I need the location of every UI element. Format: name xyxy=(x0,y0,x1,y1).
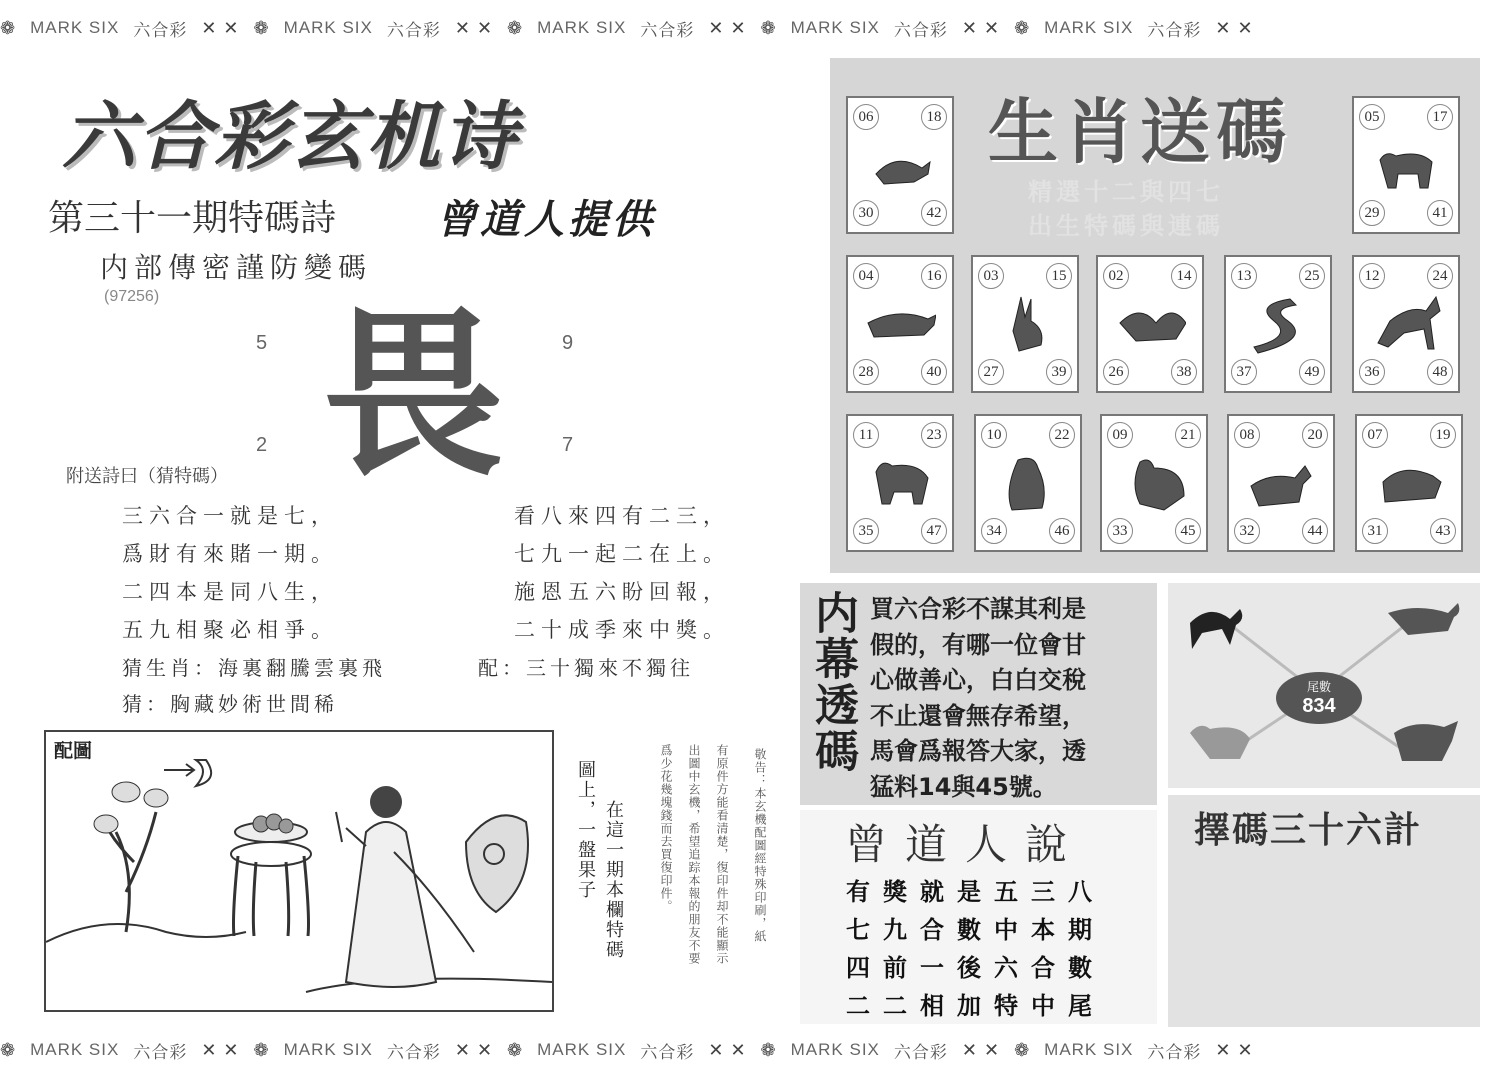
hint-number-tr: 9 xyxy=(562,332,574,354)
zodiac-number: 36 xyxy=(1359,359,1385,385)
zodiac-number: 27 xyxy=(978,359,1004,385)
zodiac-number: 05 xyxy=(1359,104,1385,130)
notice-text: 爲少花幾塊錢而去買復印件。 xyxy=(659,744,673,913)
picture-caption-a: 圖上，一盤果子 xyxy=(575,760,596,900)
zodiac-card-ox xyxy=(1352,96,1460,234)
rooster-icon xyxy=(1120,452,1190,514)
poem-line: 爲財有來賭一期。 xyxy=(122,542,338,566)
poem-line: 看八來四有二三， xyxy=(514,504,730,528)
zodiac-title: 生肖送碼 xyxy=(988,91,1292,173)
zodiac-card-dragon xyxy=(1096,255,1204,393)
hint-number-bl: 2 xyxy=(256,434,268,456)
zodiac-number: 47 xyxy=(921,518,947,544)
zodiac-card-dog xyxy=(1227,414,1335,552)
flower-icon: ❁ xyxy=(1014,1039,1031,1060)
mark-six-text: MARK SIX xyxy=(1044,18,1134,37)
liuhecai-text: 六合彩 xyxy=(893,20,948,40)
thirty-six-strategies-title: 擇碼三十六計 xyxy=(1194,810,1423,851)
zodiac-number: 20 xyxy=(1302,422,1328,448)
zodiac-card-snake xyxy=(1224,255,1332,393)
poem-line: 二十成季來中獎。 xyxy=(514,618,730,642)
guess-zodiac-line: 猜生肖：海裏翻騰雲裏飛 xyxy=(122,656,386,680)
zodiac-number: 37 xyxy=(1231,359,1257,385)
zodiac-number: 02 xyxy=(1103,263,1129,289)
liuhecai-text: 六合彩 xyxy=(640,1042,695,1062)
zodiac-number: 26 xyxy=(1103,359,1129,385)
flower-icon: ❁ xyxy=(760,1039,777,1060)
dragon-icon xyxy=(1116,293,1186,355)
tail-number-badge xyxy=(1276,672,1362,724)
liuhecai-text: 六合彩 xyxy=(640,20,695,40)
lady-with-fruit-illustration xyxy=(46,732,552,1010)
liuhecai-text: 六合彩 xyxy=(133,20,188,40)
zodiac-number: 08 xyxy=(1234,422,1260,448)
zodiac-number: 42 xyxy=(921,200,947,226)
zodiac-number: 23 xyxy=(921,422,947,448)
zodiac-number: 39 xyxy=(1046,359,1072,385)
zodiac-number: 33 xyxy=(1107,518,1133,544)
liuhecai-text: 六合彩 xyxy=(386,20,441,40)
liuhecai-text: 六合彩 xyxy=(893,1042,948,1062)
zodiac-number: 22 xyxy=(1049,422,1075,448)
zodiac-number: 07 xyxy=(1362,422,1388,448)
riddle-character: 畏 xyxy=(322,289,504,501)
cross-icon: ✕ ✕ xyxy=(454,1039,494,1060)
notice-text: 有原件方能看清楚，復印件却不能顯示 xyxy=(715,744,729,965)
zodiac-number: 32 xyxy=(1234,518,1260,544)
zodiac-number: 28 xyxy=(853,359,879,385)
zodiac-number: 09 xyxy=(1107,422,1133,448)
issue-title: 第三十一期特碼詩 xyxy=(48,198,337,239)
zodiac-number: 15 xyxy=(1046,263,1072,289)
zeng-title: 曾道人說 xyxy=(845,820,1086,869)
mark-six-text: MARK SIX xyxy=(30,18,120,37)
zodiac-number: 45 xyxy=(1175,518,1201,544)
zeng-line: 四前一後六合數 xyxy=(846,954,1105,982)
zodiac-card-rooster xyxy=(1100,414,1208,552)
inside-line: 心做善心，白白交稅 xyxy=(870,666,1086,694)
zodiac-number: 16 xyxy=(921,263,947,289)
zodiac-number: 35 xyxy=(853,518,879,544)
mark-six-text: MARK SIX xyxy=(537,1040,627,1059)
inside-line: 猛料14與45號。 xyxy=(870,772,1057,801)
flower-icon: ❁ xyxy=(507,1039,524,1060)
liuhecai-text: 六合彩 xyxy=(1147,1042,1202,1062)
mark-six-text: MARK SIX xyxy=(283,1040,373,1059)
mark-six-text: MARK SIX xyxy=(1044,1040,1134,1059)
notice-text: 出圖中玄機，希望追踪本報的朋友不要 xyxy=(687,744,701,965)
tail-value: 834 xyxy=(1302,695,1336,717)
horse-icon xyxy=(1372,293,1442,355)
zodiac-number: 29 xyxy=(1359,200,1385,226)
poem-line: 二四本是同八生， xyxy=(122,580,338,604)
zodiac-number: 12 xyxy=(1359,263,1385,289)
mark-six-text: MARK SIX xyxy=(537,18,627,37)
cross-icon: ✕ ✕ xyxy=(1215,17,1254,38)
zodiac-number: 44 xyxy=(1302,518,1328,544)
secret-code: (97256) xyxy=(104,288,160,305)
zodiac-number: 06 xyxy=(853,104,879,130)
cross-icon: ✕ ✕ xyxy=(961,1039,1001,1060)
inside-line: 馬會爲報答大家，透 xyxy=(870,737,1086,765)
zodiac-number: 14 xyxy=(1171,263,1197,289)
cross-icon: ✕ ✕ xyxy=(454,17,494,38)
zodiac-number: 04 xyxy=(853,263,879,289)
flower-icon: ❁ xyxy=(0,1039,17,1060)
zodiac-number: 17 xyxy=(1427,104,1453,130)
inside-line: 買六合彩不謀其利是 xyxy=(870,595,1086,623)
flower-icon: ❁ xyxy=(0,17,17,38)
liuhecai-text: 六合彩 xyxy=(1147,20,1202,40)
cross-icon: ✕ ✕ xyxy=(201,17,240,38)
pig-icon xyxy=(1375,452,1445,514)
inside-title: 内幕透碼 xyxy=(807,590,858,774)
hint-number-tl: 5 xyxy=(256,332,268,354)
main-title: 六合彩玄机诗 xyxy=(62,94,518,180)
inside-line: 假的，有哪一位會甘 xyxy=(870,630,1086,659)
zodiac-number: 25 xyxy=(1299,263,1325,289)
secret-line: 内部傳密謹防變碼 xyxy=(100,251,373,284)
poem-line: 七九一起二在上。 xyxy=(514,542,730,566)
ox-icon xyxy=(1372,134,1442,196)
hint-number-br: 7 xyxy=(562,434,574,456)
mark-six-text: MARK SIX xyxy=(283,18,373,37)
cross-icon: ✕ ✕ xyxy=(961,17,1001,38)
zodiac-number: 34 xyxy=(981,518,1007,544)
flower-icon: ❁ xyxy=(253,17,270,38)
provider-label: 曾道人提供 xyxy=(436,197,656,243)
picture-caption-b: 在這一期本欄特碼 xyxy=(603,800,624,960)
illustration-label: 配圖 xyxy=(54,740,93,762)
poem-line: 五九相聚必相爭。 xyxy=(122,618,338,642)
mark-six-text: MARK SIX xyxy=(790,1040,880,1059)
zodiac-card-rabbit xyxy=(971,255,1079,393)
zodiac-number: 03 xyxy=(978,263,1004,289)
liuhecai-text: 六合彩 xyxy=(386,1042,441,1062)
cross-icon: ✕ ✕ xyxy=(708,17,747,38)
cross-icon: ✕ ✕ xyxy=(1215,1039,1254,1060)
zodiac-card-monkey xyxy=(974,414,1082,552)
zodiac-number: 40 xyxy=(921,359,947,385)
zodiac-card-tiger xyxy=(846,255,954,393)
inside-text xyxy=(870,592,1148,805)
zodiac-number: 13 xyxy=(1231,263,1257,289)
zeng-line: 二二相加特中尾 xyxy=(846,992,1105,1020)
snake-icon xyxy=(1244,293,1314,355)
flower-icon: ❁ xyxy=(760,17,777,38)
goat-icon xyxy=(866,452,936,514)
zodiac-number: 30 xyxy=(853,200,879,226)
tail-label: 尾數 xyxy=(1306,680,1331,694)
guess-line: 猜：胸藏妙術世間稀 xyxy=(122,692,338,716)
flower-icon: ❁ xyxy=(507,17,524,38)
zodiac-number: 41 xyxy=(1427,200,1453,226)
zodiac-card-rat xyxy=(846,96,954,234)
zodiac-card-goat xyxy=(846,414,954,552)
zodiac-number: 38 xyxy=(1171,359,1197,385)
tiger-icon xyxy=(866,293,936,355)
zodiac-card-pig xyxy=(1355,414,1463,552)
monkey-icon xyxy=(994,452,1064,514)
zodiac-card-horse xyxy=(1352,255,1460,393)
zodiac-number: 48 xyxy=(1427,359,1453,385)
rabbit-icon xyxy=(991,293,1061,355)
mark-six-text: MARK SIX xyxy=(790,18,880,37)
inside-line: 不止還會無存希望， xyxy=(870,701,1086,730)
zodiac-number: 49 xyxy=(1299,359,1325,385)
rat-icon xyxy=(866,134,936,196)
zeng-line: 有獎就是五三八 xyxy=(846,878,1105,906)
cross-icon: ✕ ✕ xyxy=(708,1039,747,1060)
mark-six-text: MARK SIX xyxy=(30,1040,120,1059)
zodiac-number: 43 xyxy=(1430,518,1456,544)
notice-text: 敬告：本玄機配圖經特殊印刷，紙 xyxy=(753,748,767,943)
poem-line: 施恩五六盼回報， xyxy=(514,580,730,604)
poem-line: 三六合一就是七， xyxy=(122,504,338,528)
faint-text: 精選十二與四七 xyxy=(1028,178,1224,206)
zodiac-number: 24 xyxy=(1427,263,1453,289)
cross-icon: ✕ ✕ xyxy=(201,1039,240,1060)
flower-icon: ❁ xyxy=(253,1039,270,1060)
zeng-line: 七九合數中本期 xyxy=(846,916,1105,944)
liuhecai-text: 六合彩 xyxy=(133,1042,188,1062)
zodiac-number: 11 xyxy=(853,422,879,448)
match-line: 配：三十獨來不獨往 xyxy=(478,656,694,680)
bottom-border xyxy=(0,1032,1500,1068)
zodiac-number: 10 xyxy=(981,422,1007,448)
top-border xyxy=(0,10,1500,46)
illustration-box xyxy=(44,730,554,1012)
zodiac-number: 18 xyxy=(921,104,947,130)
zodiac-number: 46 xyxy=(1049,518,1075,544)
dog-icon xyxy=(1247,452,1317,514)
zodiac-number: 19 xyxy=(1430,422,1456,448)
zodiac-number: 21 xyxy=(1175,422,1201,448)
poem-intro: 附送詩曰（猜特碼） xyxy=(66,466,228,487)
faint-text: 出生特碼與連碼 xyxy=(1028,212,1224,240)
zodiac-number: 31 xyxy=(1362,518,1388,544)
flower-icon: ❁ xyxy=(1014,17,1031,38)
